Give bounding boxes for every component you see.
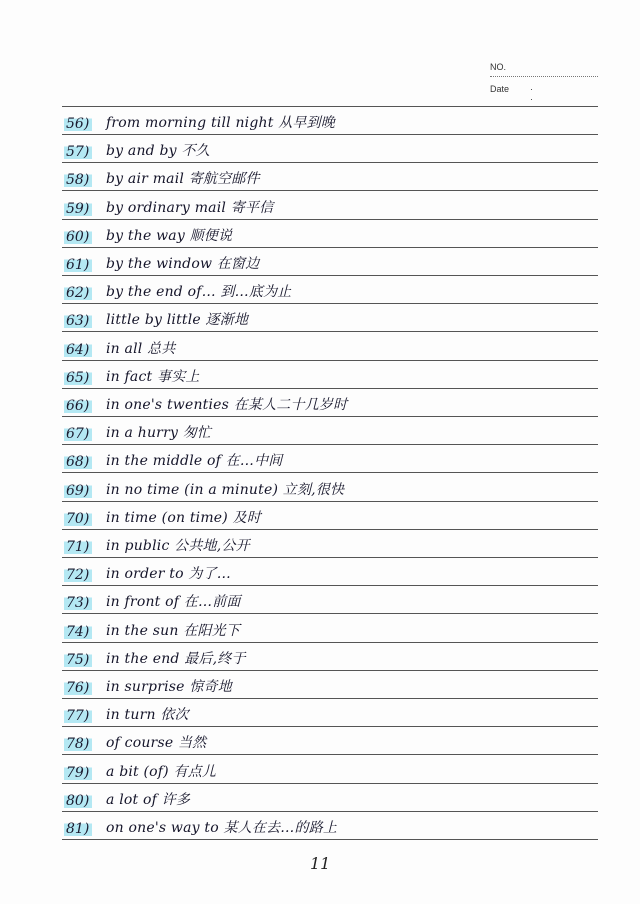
entry-text: in time (on time) 及时 [106,509,261,526]
list-item [62,811,598,840]
entry-text: in surprise 惊奇地 [106,679,232,695]
list-item [62,134,598,163]
no-line [490,76,598,77]
page-header [490,62,598,106]
entry-text: in order to 为了… [106,566,231,583]
entry-text: of course 当然 [106,735,207,752]
list-item [62,444,598,473]
list-item [62,219,598,248]
list-item [62,614,598,643]
list-item [62,247,598,276]
entry-number: 75) [64,652,92,668]
list-item [62,783,598,812]
entry-text: a lot of 许多 [106,791,191,808]
entry-text: on one's way to 某人在去…的路上 [106,820,338,836]
entry-number: 59) [64,201,92,217]
entry-text: in no time (in a minute) 立刻,很快 [106,481,345,498]
list-item [62,303,598,332]
entry-number: 79) [64,765,92,781]
entry-number: 58) [64,172,92,188]
no-label: NO. [490,62,507,72]
entry-number: 67) [64,426,92,442]
entry-text: by the window 在窗边 [106,256,260,272]
entry-text: by ordinary mail 寄平信 [106,199,274,216]
entry-number: 70) [64,511,92,527]
entry-number: 66) [64,398,92,414]
entry-number: 57) [64,144,92,160]
list-item [62,698,598,727]
list-item [62,501,598,530]
entry-text: from morning till night 从早到晚 [106,115,336,131]
entry-number: 68) [64,454,92,470]
entry-text: in the middle of 在…中间 [106,453,283,470]
entry-text: in one's twenties 在某人二十几岁时 [106,397,348,413]
entry-text: by and by 不久 [106,143,210,160]
entry-text: in front of 在…前面 [106,594,241,611]
list-item [62,275,598,304]
entry-number: 81) [64,821,92,837]
list-item [62,162,598,191]
list-item [62,106,598,135]
entry-number: 65) [64,370,92,386]
entry-number: 80) [64,793,92,809]
entry-text: in public 公共地,公开 [106,538,250,554]
entry-text: in a hurry 匆忙 [106,425,212,442]
entry-number: 63) [64,313,92,329]
list-item [62,191,598,220]
entry-text: in all 总共 [106,340,176,357]
list-item [62,585,598,614]
entry-number: 71) [64,539,92,555]
list-item [62,726,598,755]
entry-number: 77) [64,708,92,724]
entry-text: by the end of… 到…底为止 [106,284,292,301]
entry-number: 64) [64,342,92,358]
entry-text: by the way 顺便说 [106,227,233,244]
entry-number: 74) [64,624,92,640]
list-item [62,360,598,389]
entry-text: in the sun 在阳光下 [106,622,240,639]
entry-number: 61) [64,257,92,273]
entry-number: 60) [64,229,92,245]
list-item [62,416,598,445]
list-item [62,473,598,502]
entry-text: in the end 最后,终于 [106,650,246,667]
list-item [62,755,598,784]
page-number: 11 [310,854,331,873]
list-item [62,557,598,586]
list-item [62,670,598,699]
list-item [62,642,598,671]
entry-number: 72) [64,567,92,583]
list-item [62,529,598,558]
no-field [490,62,598,84]
entry-number: 73) [64,595,92,611]
date-field [490,84,598,106]
list-item [62,388,598,417]
entry-number: 56) [64,116,92,132]
entry-number: 62) [64,285,92,301]
date-label: Date [490,84,510,94]
entry-text: a bit (of) 有点儿 [106,763,217,780]
entry-text: by air mail 寄航空邮件 [106,171,260,188]
entry-text: little by little 逐渐地 [106,312,249,329]
entry-text: in fact 事实上 [106,368,200,385]
entry-number: 78) [64,736,92,752]
list-item [62,332,598,361]
date-dots: · · [530,84,555,104]
entry-text: in turn 依次 [106,707,189,724]
entry-number: 69) [64,483,92,499]
entry-number: 76) [64,680,92,696]
